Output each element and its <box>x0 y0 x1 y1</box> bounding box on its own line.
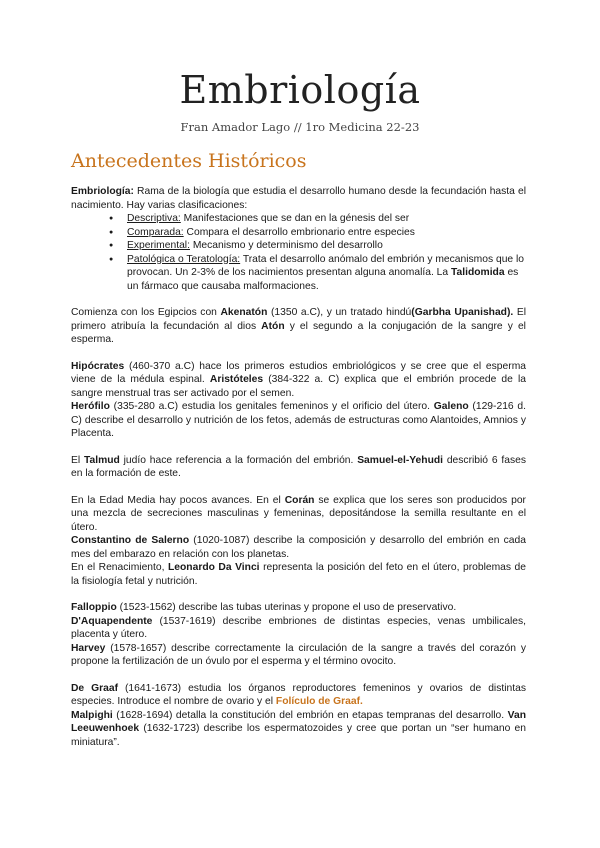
page-title: Embriología <box>179 68 421 112</box>
graaf-paragraph: De Graaf (1641-1673) estudia los órganos reproductores femeninos y ovarios de distintas especies. Introduce el nombre de ovario y el Folículo de Graaf. <box>71 682 526 707</box>
list-item: ● Patológica o Teratología: Trata el desarrollo anómalo del embrión y mecanismos que lo provocan. Un 2-3% de los nacimientos presentan alguna anomalía. La Talidomida es un fármaco que causaba malformaciones. <box>127 253 526 294</box>
page-subtitle: Fran Amador Lago // 1ro Medicina 22-23 <box>180 120 420 134</box>
falloppio-paragraph: Falloppio (1523-1562) describe las tubas uterinas y propone el uso de preservativo. <box>71 602 457 613</box>
section-heading: Antecedentes Históricos <box>71 150 307 172</box>
list-item: ● Experimental: Mecanismo y determinismo del desarrollo <box>127 239 526 253</box>
harvey-paragraph: Harvey (1578-1657) describe correctamente la circulación de la sangre a través del corazón y propone la fertilización de un óvulo por el esperma y el término ovocito. <box>71 642 526 667</box>
aquapendente-paragraph: D'Aquapendente (1537-1619) describe embriones de distintas especies, venas umbilicales, placenta y útero. <box>71 615 526 640</box>
list-item: ● Comparada: Compara el desarrollo embrionario entre especies <box>127 226 526 240</box>
egypt-paragraph: Comienza con los Egipcios con Akenatón (1350 a.C), y un tratado hindú(Garbha Upanishad). El primero atribuía la fecundación al dios Atón y el segundo a la conjugación de la sangre y el esperma. <box>71 307 527 345</box>
intro-paragraph: Embriología: Rama de la biología que estudia el desarrollo humano desde la fecundación hasta el nacimiento. Hay varias clasificaciones: <box>71 186 526 211</box>
greeks-paragraph: Hipócrates (460-370 a.C) hace los primeros estudios embriológicos y se cree que el esperma viene de la médula espinal. Aristóteles (384-322 a. C) explica que el embrión procede de la sangre menstrual tras ser activado por el semen. <box>71 360 526 399</box>
malpighi-paragraph: Malpighi (1628-1694) detalla la constitución del embrión en etapas tempranas del desarrollo. Van Leeuwenhoek (1632-1723) describe los espermatozoides y cree que portan un “ser humano en miniatura”. <box>71 709 526 748</box>
classification-list <box>71 212 526 293</box>
middle-ages-paragraph: En la Edad Media hay pocos avances. En el Corán se explica que los seres son producidos por una mezcla de secreciones masculinas y femeninas, depositándose la semilla resultante en el útero. <box>71 494 526 533</box>
document-body <box>71 185 526 749</box>
renaissance-paragraph: En el Renacimiento, Leonardo Da Vinci representa la posición del feto en el útero, problemas de la fisiología fetal y nutrición. <box>71 562 527 587</box>
greeks-paragraph-2: Herófilo (335-280 a.C) estudia los genitales femeninos y el orificio del útero. Galeno (129-216 d. C) describe el desarrollo y nutrición de los fetos, además de estructuras como Alantoides, Amnios y Placenta. <box>71 401 526 439</box>
list-item: ● Descriptiva: Manifestaciones que se dan en la génesis del ser <box>127 212 526 226</box>
salerno-paragraph: Constantino de Salerno (1020-1087) describe la composición y desarrollo del embrión en cada mes del embarazo en relación con los planetas. <box>71 535 526 560</box>
talmud-paragraph: El Talmud judío hace referencia a la formación del embrión. Samuel-el-Yehudi describió 6 fases en la formación de este. <box>71 454 526 479</box>
